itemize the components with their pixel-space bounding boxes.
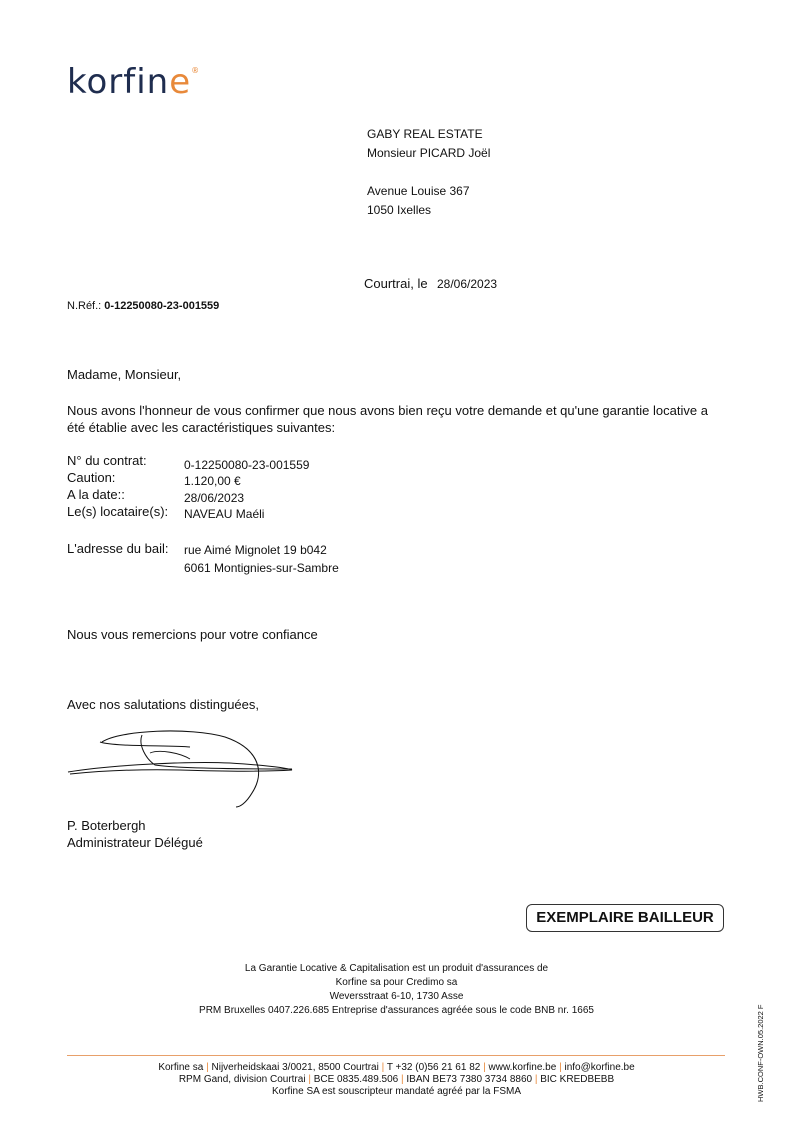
footer-line-3: Korfine SA est souscripteur mandaté agréé par la FSMA	[271, 1086, 521, 1097]
detail-label: Caution:	[67, 470, 116, 485]
lease-address-line-2: 6061 Montignies-sur-Sambre	[184, 561, 339, 575]
recipient-person: Monsieur PICARD Joël	[367, 146, 491, 160]
intro-line-2: été établie avec les caractéristiques suivantes:	[67, 420, 336, 435]
footer-item: Nijverheidskaai 3/0021, 8500 Courtrai	[211, 1062, 379, 1073]
copy-badge: EXEMPLAIRE BAILLEUR	[526, 904, 724, 932]
legal-line: PRM Bruxelles 0407.226.685 Entreprise d'assurances agréée sous le code BNB nr. 1665	[199, 1005, 594, 1016]
intro-line-1: Nous avons l'honneur de vous confirmer que nous avons bien reçu votre demande et qu'une garantie locative a	[67, 403, 708, 418]
detail-value: 28/06/2023	[184, 491, 245, 505]
legal-line: Korfine sa pour Credimo sa	[335, 977, 458, 988]
reference-label: N.Réf.:	[67, 300, 102, 312]
lease-address-line-1: rue Aimé Mignolet 19 b042	[184, 543, 327, 557]
legal-line: Weversstraat 6-10, 1730 Asse	[329, 991, 464, 1002]
footer-line-2: RPM Gand, division Courtrai | BCE 0835.489.506 | IBAN BE73 7380 3734 8860 | BIC KREDBEBB	[178, 1074, 615, 1085]
place-label: Courtrai, le	[364, 276, 428, 291]
footer-item: BCE 0835.489.506	[313, 1074, 399, 1085]
footer-divider	[67, 1055, 725, 1056]
reference	[67, 300, 219, 312]
closing-text: Avec nos salutations distinguées,	[67, 697, 259, 712]
detail-label: A la date::	[67, 487, 125, 502]
company-footer	[0, 1062, 793, 1098]
lease-address-label: L'adresse du bail:	[67, 541, 169, 556]
footer-item: RPM Gand, division Courtrai	[178, 1074, 306, 1085]
salutation: Madame, Monsieur,	[67, 367, 182, 382]
signatory-title: Administrateur Délégué	[67, 835, 203, 850]
footer-email-link[interactable]: info@korfine.be	[564, 1062, 635, 1073]
footer-website-link[interactable]: www.korfine.be	[488, 1062, 557, 1073]
footer-item: T +32 (0)56 21 61 82	[386, 1062, 481, 1073]
recipient-company: GABY REAL ESTATE	[367, 127, 483, 141]
footer-item: IBAN BE73 7380 3734 8860	[406, 1074, 533, 1085]
thanks-text: Nous vous remercions pour votre confiance	[67, 627, 318, 642]
document-code: HWB.CONF-OWN.05.2022 F	[756, 1004, 765, 1102]
legal-notice	[0, 962, 793, 1018]
detail-label: Le(s) locataire(s):	[67, 504, 169, 519]
detail-value: 0-12250080-23-001559	[184, 458, 310, 472]
korfine-logo: korfine®	[67, 62, 201, 102]
reference-value: 0-12250080-23-001559	[104, 300, 220, 312]
legal-line: La Garantie Locative & Capitalisation est un produit d'assurances de	[244, 963, 549, 974]
detail-value: NAVEAU Maéli	[184, 507, 265, 521]
recipient-street: Avenue Louise 367	[367, 184, 470, 198]
signatory-name: P. Boterbergh	[67, 818, 146, 833]
footer-line-1: Korfine sa | Nijverheidskaai 3/0021, 8500 Courtrai | T +32 (0)56 21 61 82 | www.korfine.be | info@korfine.be	[158, 1062, 635, 1073]
recipient-city: 1050 Ixelles	[367, 203, 432, 217]
letter-date: 28/06/2023	[437, 277, 498, 291]
signature-image	[60, 725, 300, 810]
footer-item: Korfine sa	[158, 1062, 204, 1073]
detail-label: N° du contrat:	[67, 453, 147, 468]
footer-item: BIC KREDBEBB	[540, 1074, 615, 1085]
detail-value: 1.120,00 €	[184, 474, 241, 488]
